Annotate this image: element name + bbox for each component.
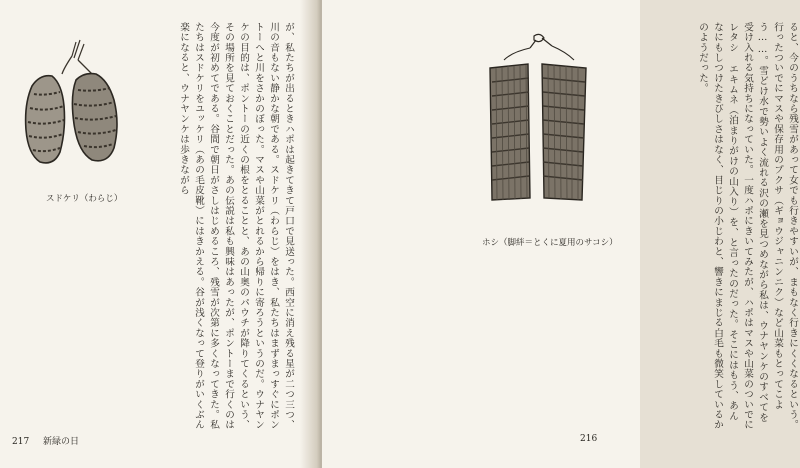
body-text: が、私たちが出るときハポは起きてきて戸口で見送った。西空に消え残る星が二つ三つ、川の音もない静かな朝である。スドケリ（わらじ）をはき、私たちはまずまっすぐにポントーへと川をさかのぼった。マスや山菜がとれるから帰りに寄ろうというのだ。ウナヤンケの目的は、ポントーの近くの根をとることと、あの山奥のパウチが降りてくるという、その場所を見ておくことだった。あの伝説は私も興味はあったが、ポントーまで行くのは今度が初めてである。谷間で朝日がさしはじめるころ、残雪が次第に多くなってきた。私たちはスドケリをユッケリ（あの毛皮靴）にはきかえる。谷が浅くなって登りがいくぶん楽になると、ウナヤンケは歩きながら	[178, 22, 294, 430]
page-number: 217	[12, 437, 30, 447]
leggings-illustration	[482, 30, 602, 220]
body-text: ると、今のうちなら残雪があって女でも行きやすいが、まもなく行きにくくなるという。行ったついでにマスや保存用のプクサ（ギョウジャニンニク）など山菜もとってこよう……。雪どけ水で勢いよく流れる沢の瀬を見つめながら私は、ウナヤンケのすべてを受け入れる気持ちになっていた。一度ハポにきいてみたが、ハポはマスや山菜のついでにレタシ エキムネ（泊まりがけの山入り）を、と言ったのだった。そこにはもう、あんなにもしつけたきびしさはなく、目じりの小じわと、響きにまじる白毛も微笑しているかのようだった。	[697, 22, 798, 430]
illustration-caption: スドケリ（わらじ）	[46, 194, 123, 204]
left-page	[0, 0, 318, 468]
straw-sandals-illustration	[14, 34, 134, 176]
running-head: 新緑の日	[42, 437, 79, 447]
right-page	[322, 0, 798, 468]
page-footer	[12, 434, 79, 447]
illustration-caption: ホシ（脚絆＝とくに夏用のサコシ）	[482, 238, 618, 248]
page-number: 216	[580, 434, 598, 444]
